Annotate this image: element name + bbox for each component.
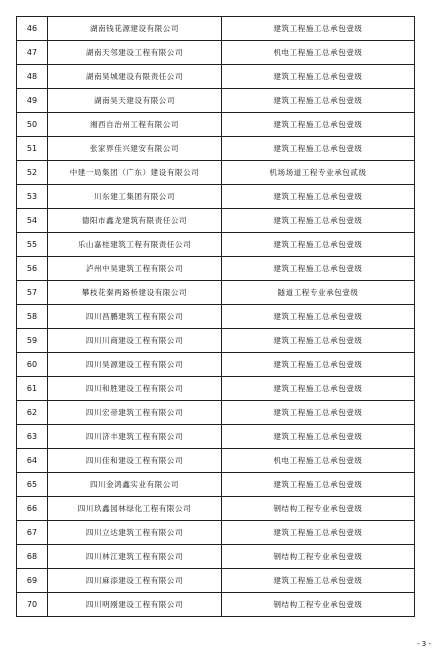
qualification-cell: 建筑工程施工总承包壹级 <box>222 17 415 41</box>
company-name-cell: 乐山嘉桂建筑工程有限责任公司 <box>48 233 222 257</box>
row-number-cell: 62 <box>17 401 48 425</box>
table-row <box>17 17 415 41</box>
qualification-cell: 机场场道工程专业承包贰级 <box>222 161 415 185</box>
row-number-cell: 59 <box>17 329 48 353</box>
company-name-cell: 泸州中昊建筑工程有限公司 <box>48 257 222 281</box>
company-name-cell: 四川明刚建设工程有限公司 <box>48 593 222 617</box>
table-row <box>17 137 415 161</box>
qualification-cell: 建筑工程施工总承包壹级 <box>222 257 415 281</box>
row-number-cell: 50 <box>17 113 48 137</box>
table-row <box>17 497 415 521</box>
qualification-cell: 建筑工程施工总承包壹级 <box>222 521 415 545</box>
table-row <box>17 329 415 353</box>
row-number-cell: 54 <box>17 209 48 233</box>
qualification-cell: 钢结构工程专业承包壹级 <box>222 497 415 521</box>
row-number-cell: 66 <box>17 497 48 521</box>
row-number-cell: 55 <box>17 233 48 257</box>
table-row <box>17 569 415 593</box>
enterprise-qualification-table <box>16 16 415 617</box>
company-name-cell: 四川玖鑫园林绿化工程有限公司 <box>48 497 222 521</box>
company-name-cell: 川东建工集团有限公司 <box>48 185 222 209</box>
table-row <box>17 281 415 305</box>
table-row <box>17 593 415 617</box>
row-number-cell: 57 <box>17 281 48 305</box>
qualification-cell: 建筑工程施工总承包壹级 <box>222 65 415 89</box>
row-number-cell: 47 <box>17 41 48 65</box>
qualification-cell: 建筑工程施工总承包壹级 <box>222 401 415 425</box>
table-row <box>17 233 415 257</box>
qualification-cell: 钢结构工程专业承包壹级 <box>222 545 415 569</box>
table-row <box>17 401 415 425</box>
qualification-cell: 建筑工程施工总承包壹级 <box>222 233 415 257</box>
row-number-cell: 53 <box>17 185 48 209</box>
row-number-cell: 68 <box>17 545 48 569</box>
qualification-cell: 建筑工程施工总承包壹级 <box>222 305 415 329</box>
qualification-cell: 钢结构工程专业承包壹级 <box>222 593 415 617</box>
table-row <box>17 545 415 569</box>
company-name-cell: 四川昌鹏建筑工程有限公司 <box>48 305 222 329</box>
table-row <box>17 305 415 329</box>
qualification-cell: 建筑工程施工总承包壹级 <box>222 569 415 593</box>
company-name-cell: 四川宏帝建筑工程有限公司 <box>48 401 222 425</box>
company-name-cell: 张家界佳兴建安有限公司 <box>48 137 222 161</box>
company-name-cell: 湖南钱花源建设有限公司 <box>48 17 222 41</box>
qualification-cell: 建筑工程施工总承包壹级 <box>222 89 415 113</box>
company-name-cell: 四川川商建设工程有限公司 <box>48 329 222 353</box>
qualification-cell: 建筑工程施工总承包壹级 <box>222 377 415 401</box>
company-name-cell: 攀枝花秦两路桥建设有限公司 <box>48 281 222 305</box>
row-number-cell: 61 <box>17 377 48 401</box>
company-name-cell: 中建一局集团（广东）建设有限公司 <box>48 161 222 185</box>
qualification-cell: 建筑工程施工总承包壹级 <box>222 185 415 209</box>
row-number-cell: 69 <box>17 569 48 593</box>
company-name-cell: 四川佳和建设工程有限公司 <box>48 449 222 473</box>
row-number-cell: 63 <box>17 425 48 449</box>
page-number: - 3 - <box>417 640 431 648</box>
table-row <box>17 161 415 185</box>
row-number-cell: 56 <box>17 257 48 281</box>
row-number-cell: 51 <box>17 137 48 161</box>
company-name-cell: 湖南昊天建设有限公司 <box>48 89 222 113</box>
row-number-cell: 52 <box>17 161 48 185</box>
company-name-cell: 湘西自治州工程有限公司 <box>48 113 222 137</box>
qualification-cell: 隧道工程专业承包壹级 <box>222 281 415 305</box>
table-row <box>17 257 415 281</box>
table-row <box>17 89 415 113</box>
row-number-cell: 67 <box>17 521 48 545</box>
row-number-cell: 58 <box>17 305 48 329</box>
row-number-cell: 48 <box>17 65 48 89</box>
qualification-cell: 建筑工程施工总承包壹级 <box>222 137 415 161</box>
table-row <box>17 449 415 473</box>
row-number-cell: 60 <box>17 353 48 377</box>
row-number-cell: 64 <box>17 449 48 473</box>
company-name-cell: 四川昊源建设工程有限公司 <box>48 353 222 377</box>
company-name-cell: 四川济丰建筑工程有限公司 <box>48 425 222 449</box>
qualification-cell: 建筑工程施工总承包壹级 <box>222 113 415 137</box>
row-number-cell: 49 <box>17 89 48 113</box>
company-name-cell: 四川金鸿鑫实业有限公司 <box>48 473 222 497</box>
qualification-cell: 建筑工程施工总承包壹级 <box>222 473 415 497</box>
row-number-cell: 46 <box>17 17 48 41</box>
company-name-cell: 四川立达建筑工程有限公司 <box>48 521 222 545</box>
company-name-cell: 四川麻添建设工程有限公司 <box>48 569 222 593</box>
row-number-cell: 65 <box>17 473 48 497</box>
company-name-cell: 四川林江建筑工程有限公司 <box>48 545 222 569</box>
qualification-cell: 机电工程施工总承包壹级 <box>222 449 415 473</box>
company-name-cell: 四川和胜建设工程有限公司 <box>48 377 222 401</box>
table-row <box>17 425 415 449</box>
qualification-cell: 建筑工程施工总承包壹级 <box>222 329 415 353</box>
qualification-cell: 机电工程施工总承包壹级 <box>222 41 415 65</box>
table-row <box>17 353 415 377</box>
company-name-cell: 湖南昊城建设有限责任公司 <box>48 65 222 89</box>
table-row <box>17 185 415 209</box>
qualification-cell: 建筑工程施工总承包壹级 <box>222 209 415 233</box>
qualification-cell: 建筑工程施工总承包壹级 <box>222 353 415 377</box>
table-row <box>17 209 415 233</box>
row-number-cell: 70 <box>17 593 48 617</box>
table-row <box>17 113 415 137</box>
company-name-cell: 湖南天邻建设工程有限公司 <box>48 41 222 65</box>
table-row <box>17 41 415 65</box>
table-row <box>17 65 415 89</box>
qualification-cell: 建筑工程施工总承包壹级 <box>222 425 415 449</box>
table-row <box>17 473 415 497</box>
table-body <box>17 17 415 617</box>
company-name-cell: 德阳市鑫龙建筑有限责任公司 <box>48 209 222 233</box>
table-row <box>17 377 415 401</box>
table-row <box>17 521 415 545</box>
